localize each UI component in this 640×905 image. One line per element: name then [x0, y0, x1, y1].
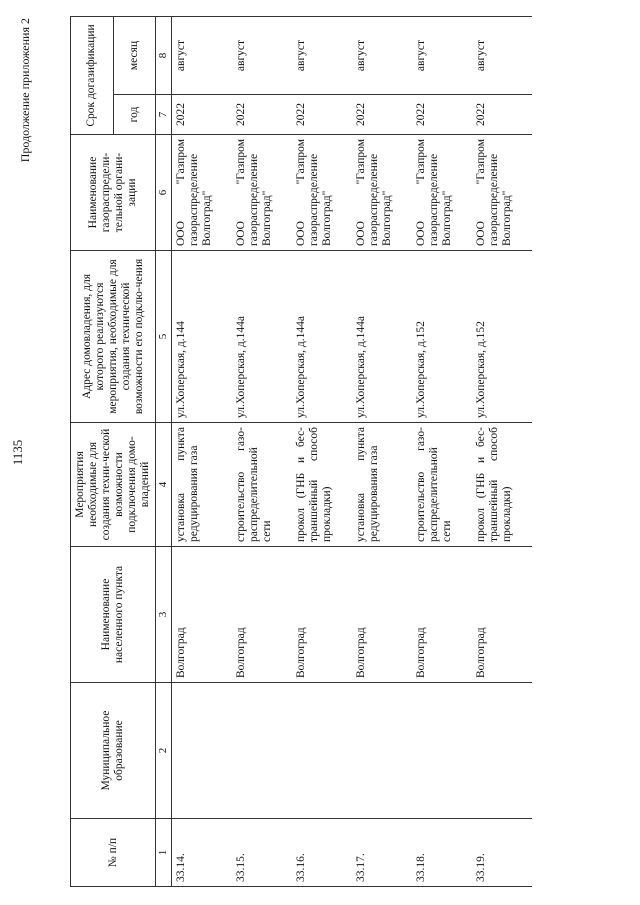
address-cell: ул.Хоперская, д.152 — [472, 251, 532, 423]
column-number: 8 — [156, 17, 172, 95]
settlement-cell: Волгоград — [352, 547, 412, 683]
address-cell: ул.Хоперская, д.152 — [412, 251, 472, 423]
month-cell: август — [232, 17, 292, 95]
column-number: 7 — [156, 95, 172, 135]
gasification-table — [70, 16, 532, 887]
header-month: месяц — [113, 17, 156, 95]
municipality-cell — [472, 683, 532, 819]
row-number: 33.17. — [352, 819, 412, 887]
measure-cell: строительство газо-распределительной сети — [412, 423, 472, 547]
header-measures: Мероприятия необходимые для создания техни-ческой возможности подключения домо-владений — [71, 423, 156, 547]
row-number: 33.15. — [232, 819, 292, 887]
organization-cell: ООО "Газпром газораспределение Волгоград" — [172, 135, 233, 251]
table-row — [172, 17, 233, 887]
continuation-note: Продолжение приложения 2 — [18, 18, 32, 163]
table-row — [292, 17, 352, 887]
header-number: № п/п — [71, 819, 156, 887]
row-number: 33.18. — [412, 819, 472, 887]
year-cell: 2022 — [412, 95, 472, 135]
table-row — [472, 17, 532, 887]
page-number: 1135 — [10, 439, 25, 466]
measure-cell: прокол (ГНБ и бес-траншейный способ прокладки) — [472, 423, 532, 547]
settlement-cell: Волгоград — [232, 547, 292, 683]
measure-cell: установка пункта редуцирования газа — [172, 423, 233, 547]
month-cell: август — [292, 17, 352, 95]
header-year: год — [113, 95, 156, 135]
address-cell: ул.Хоперская, д.144а — [352, 251, 412, 423]
column-number: 2 — [156, 683, 172, 819]
organization-cell: ООО "Газпром газораспределение Волгоград" — [232, 135, 292, 251]
table-container — [70, 17, 532, 887]
measure-cell: установка пункта редуцирования газа — [352, 423, 412, 547]
row-number: 33.19. — [472, 819, 532, 887]
year-cell: 2022 — [352, 95, 412, 135]
year-cell: 2022 — [172, 95, 233, 135]
column-number: 4 — [156, 423, 172, 547]
municipality-cell — [172, 683, 233, 819]
header-municipality: Муниципальное образование — [71, 683, 156, 819]
municipality-cell — [292, 683, 352, 819]
table-row — [352, 17, 412, 887]
measure-cell: прокол (ГНБ и бес-траншейный способ прокладки) — [292, 423, 352, 547]
address-cell: ул.Хоперская, д.144а — [292, 251, 352, 423]
measure-cell: строительство газо-распределительной сети — [232, 423, 292, 547]
table-row — [412, 17, 472, 887]
year-cell: 2022 — [472, 95, 532, 135]
header-organization: Наименование газораспредели-тельной органи-зации — [71, 135, 156, 251]
row-number: 33.14. — [172, 819, 233, 887]
organization-cell: ООО "Газпром газораспределение Волгоград" — [472, 135, 532, 251]
address-cell: ул.Хоперская, д.144а — [232, 251, 292, 423]
table-row — [232, 17, 292, 887]
settlement-cell: Волгоград — [472, 547, 532, 683]
table-header — [71, 17, 156, 887]
header-address: Адрес домовладения, для которого реализуются мероприятия, необходимые для создания технической возможности его подклю-чения — [71, 251, 156, 423]
month-cell: август — [352, 17, 412, 95]
header-settlement: Наименование населенного пункта — [71, 547, 156, 683]
municipality-cell — [232, 683, 292, 819]
header-deadline: Срок догазификации — [71, 17, 114, 135]
month-cell: август — [412, 17, 472, 95]
month-cell: август — [472, 17, 532, 95]
column-number-row — [156, 17, 172, 887]
settlement-cell: Волгоград — [412, 547, 472, 683]
year-cell: 2022 — [292, 95, 352, 135]
month-cell: август — [172, 17, 233, 95]
row-number: 33.16. — [292, 819, 352, 887]
settlement-cell: Волгоград — [292, 547, 352, 683]
settlement-cell: Волгоград — [172, 547, 233, 683]
municipality-cell — [352, 683, 412, 819]
organization-cell: ООО "Газпром газораспределение Волгоград" — [352, 135, 412, 251]
municipality-cell — [412, 683, 472, 819]
column-number: 3 — [156, 547, 172, 683]
year-cell: 2022 — [232, 95, 292, 135]
organization-cell: ООО "Газпром газораспределение Волгоград" — [292, 135, 352, 251]
column-number: 6 — [156, 135, 172, 251]
organization-cell: ООО "Газпром газораспределение Волгоград" — [412, 135, 472, 251]
column-number: 5 — [156, 251, 172, 423]
address-cell: ул.Хоперская, д.144 — [172, 251, 233, 423]
column-number: 1 — [156, 819, 172, 887]
